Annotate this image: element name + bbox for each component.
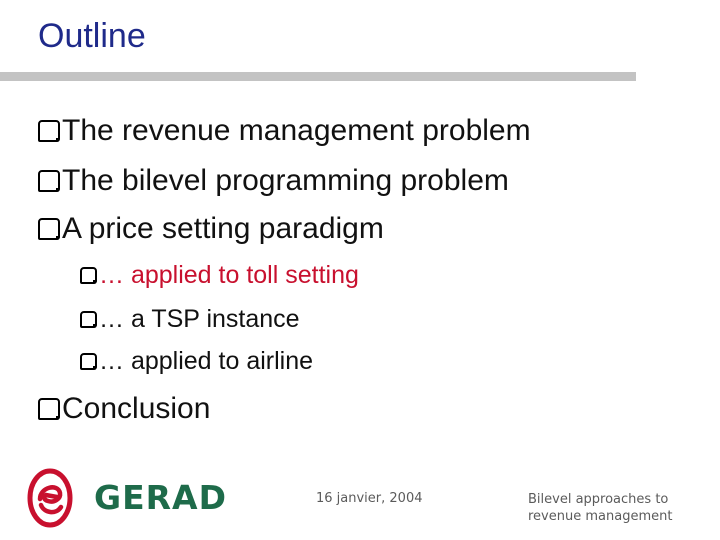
- bullet-text: Conclusion: [62, 392, 211, 425]
- footer-caption-line: revenue management: [528, 509, 673, 524]
- checkbox-square-icon: [80, 267, 97, 284]
- sub-bullet-text: … a TSP instance: [99, 304, 300, 333]
- footer-caption-line: Bilevel approaches to: [528, 492, 669, 507]
- bullet-text: A price setting paradigm: [62, 212, 384, 245]
- checkbox-square-icon: [80, 311, 97, 328]
- bullet-text: The revenue management problem: [62, 114, 531, 147]
- checkbox-square-icon: [38, 120, 60, 142]
- bullet-item: [38, 112, 531, 150]
- slide-title: Outline: [38, 17, 146, 55]
- sub-bullet-text-highlighted: … applied to toll setting: [99, 260, 359, 289]
- bullet-text: The bilevel programming problem: [62, 164, 509, 197]
- checkbox-square-icon: [38, 398, 60, 420]
- gerad-emblem-icon: [26, 465, 74, 529]
- footer-date: 16 janvier, 2004: [316, 491, 423, 506]
- sub-bullet-item: [80, 346, 313, 376]
- gerad-logo-text: GERAD: [94, 478, 227, 517]
- sub-bullet-text: … applied to airline: [99, 346, 314, 375]
- checkbox-square-icon: [38, 170, 60, 192]
- checkbox-square-icon: [80, 353, 97, 370]
- bullet-item: [38, 210, 384, 248]
- footer-caption: [528, 491, 708, 525]
- bullet-item: [38, 162, 509, 200]
- sub-bullet-item: [80, 304, 300, 334]
- title-divider: [0, 72, 636, 81]
- checkbox-square-icon: [38, 218, 60, 240]
- sub-bullet-item: [80, 260, 359, 290]
- bullet-item: [38, 390, 210, 428]
